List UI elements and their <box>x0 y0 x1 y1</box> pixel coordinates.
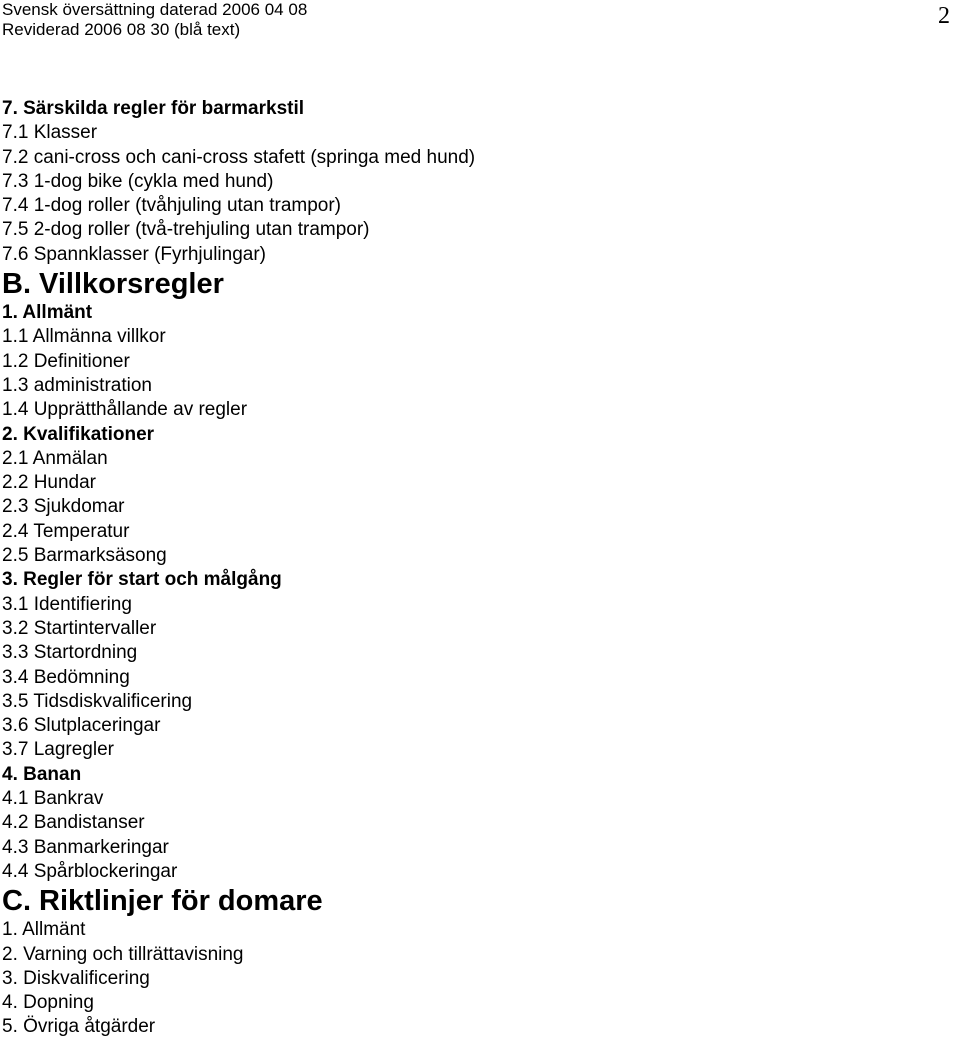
toc-entry: 3.5 Tidsdiskvalificering <box>2 690 193 712</box>
toc-entry: 2. Varning och tillrättavisning <box>2 943 244 965</box>
toc-entry: 7.1 Klasser <box>2 122 98 144</box>
toc-entry: 4.2 Bandistanser <box>2 812 145 834</box>
toc-entry: 3. Regler för start och målgång <box>2 569 282 591</box>
toc-entry: 2. Kvalifikationer <box>2 423 155 445</box>
toc-entry: 1. Allmänt <box>2 919 86 941</box>
toc-entry: 7.4 1-dog roller (tvåhjuling utan trampor) <box>2 195 342 217</box>
document-header <box>2 0 307 40</box>
toc-entry: 7.5 2-dog roller (två-trehjuling utan trampor) <box>2 219 370 241</box>
toc-entry: 4.3 Banmarkeringar <box>2 836 169 858</box>
toc-entry: 3.3 Startordning <box>2 642 138 664</box>
toc-entry: 2.1 Anmälan <box>2 447 108 469</box>
page-number: 2 <box>938 3 950 29</box>
toc-entry: 4.4 Spårblockeringar <box>2 860 178 882</box>
toc-entry: 2.4 Temperatur <box>2 520 130 542</box>
toc-entry: 4. Dopning <box>2 992 94 1014</box>
toc-entry: 3.2 Startintervaller <box>2 617 157 639</box>
toc-entry: 1. Allmänt <box>2 302 93 324</box>
toc-entry: 3. Diskvalificering <box>2 967 150 989</box>
header-revision-date: Reviderad 2006 08 30 (blå text) <box>2 20 241 39</box>
toc-entry: 1.2 Definitioner <box>2 350 130 372</box>
toc-entry: 2.5 Barmarksäsong <box>2 545 167 567</box>
table-of-contents <box>2 97 475 1040</box>
toc-entry: 7.6 Spannklasser (Fyrhjulingar) <box>2 243 267 265</box>
toc-entry: 4. Banan <box>2 763 82 785</box>
toc-entry: 3.6 Slutplaceringar <box>2 715 161 737</box>
header-translation-date: Svensk översättning daterad 2006 04 08 <box>2 0 308 19</box>
toc-entry: 3.7 Lagregler <box>2 739 114 761</box>
toc-entry: 1.3 administration <box>2 374 152 396</box>
toc-entry: 4.1 Bankrav <box>2 788 104 810</box>
toc-entry: 2.3 Sjukdomar <box>2 496 125 518</box>
section-heading: B. Villkorsregler <box>2 268 224 301</box>
toc-entry: 7.2 cani-cross och cani-cross stafett (springa med hund) <box>2 146 476 168</box>
toc-entry: 1.4 Upprätthållande av regler <box>2 399 248 421</box>
toc-entry: 7. Särskilda regler för barmarkstil <box>2 98 305 119</box>
toc-entry: 7.3 1-dog bike (cykla med hund) <box>2 170 274 192</box>
toc-entry: 3.4 Bedömning <box>2 666 130 688</box>
toc-entry: 1.1 Allmänna villkor <box>2 326 166 348</box>
toc-entry: 5. Övriga åtgärder <box>2 1016 156 1038</box>
toc-entry: 2.2 Hundar <box>2 472 97 494</box>
toc-entry: 3.1 Identifiering <box>2 593 132 615</box>
section-heading: C. Riktlinjer för domare <box>2 885 323 918</box>
